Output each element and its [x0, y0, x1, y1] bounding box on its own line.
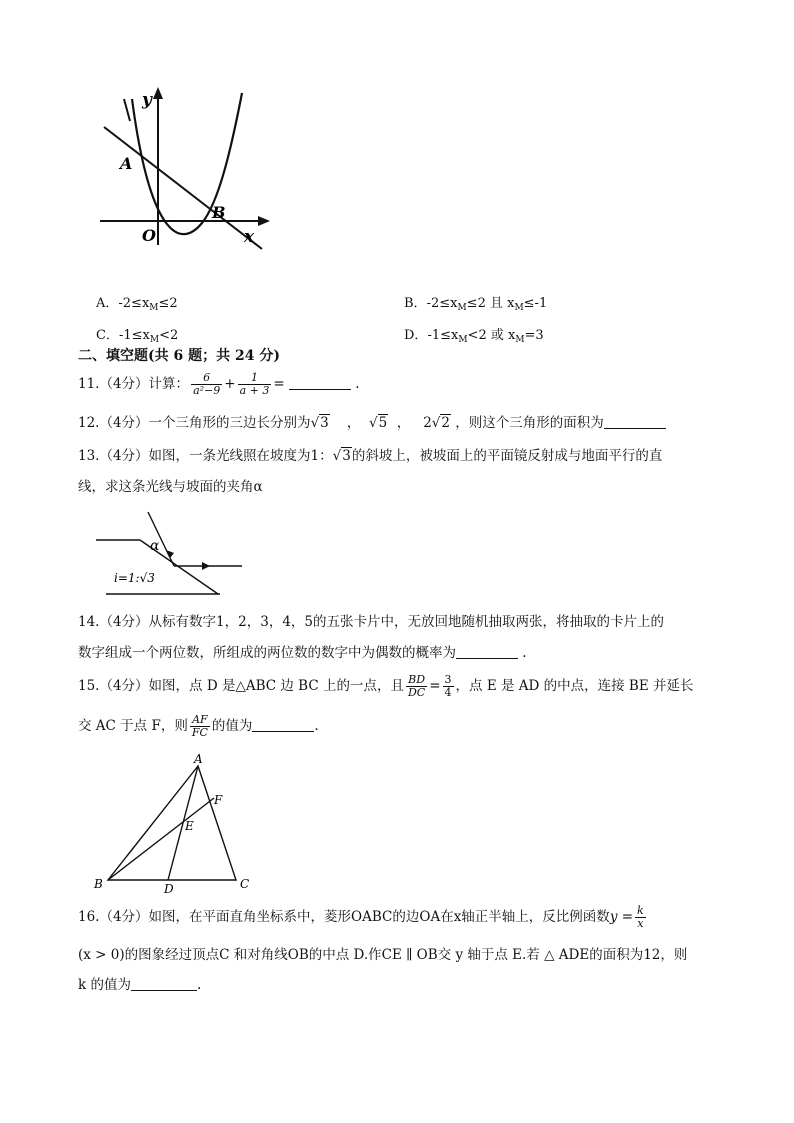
option-a-pre: -2≤x: [118, 296, 150, 311]
q12-r1: 3: [320, 415, 329, 431]
q11-equals: =: [273, 376, 285, 392]
vertex-b: B: [94, 877, 103, 891]
q15-v-den: 4: [444, 686, 452, 699]
option-b-mid: ≤2 且 x: [466, 296, 515, 311]
q15-g-den: FC: [191, 726, 208, 739]
q12-text1: 12.（4分）一个三角形的三边长分别为: [78, 415, 311, 431]
point-f: F: [214, 793, 223, 807]
q16-k: k: [637, 904, 644, 917]
q11-fraction-2: [238, 372, 272, 397]
triangle-figure: [88, 750, 258, 895]
q14-end: .: [522, 645, 527, 661]
q16-line3-text: k 的值为: [78, 977, 131, 993]
option-b-sub2: M: [514, 303, 524, 313]
q13-line1-pre: 13.（4分）如图，一条光线照在坡度为1：: [78, 448, 333, 464]
option-c-post: <2: [159, 328, 179, 343]
q14-line2-text: 数字组成一个两位数，所组成的两位数的数字中为偶数的概率为: [78, 645, 456, 661]
q15-answer-blank[interactable]: [252, 719, 314, 732]
label-x: x: [244, 227, 255, 247]
q11-plus: +: [224, 376, 236, 392]
q15-line1-pre: 15.（4分）如图，点 D 是△ABC 边 BC 上的一点，且: [78, 678, 404, 694]
label-y: y: [142, 90, 152, 110]
question-15-line1: [78, 672, 694, 700]
reflected-ray-arrow: [202, 562, 210, 570]
q16-x: x: [635, 917, 646, 930]
q15-g-num: AF: [192, 713, 208, 726]
option-d-sub: M: [458, 335, 468, 345]
q11-f1-num: 6: [203, 371, 211, 384]
option-b: [404, 292, 547, 313]
question-12: 12.（4分）一个三角形的三边长分别为√3 ， √5 ， 2√2 ，则这个三角形的面积为: [78, 414, 666, 432]
option-c-letter: C．: [96, 328, 119, 343]
q15-eq: =: [429, 678, 441, 694]
option-c-pre: -1≤x: [118, 328, 150, 343]
straight-line: [104, 127, 262, 249]
q12-r3: 2: [441, 415, 450, 431]
option-b-letter: B．: [404, 296, 427, 311]
q16-line1-pre: 16.（4分）如图，在平面直角坐标系中，菱形OABC的边OA在x轴正半轴上，反比例函数: [78, 909, 610, 925]
q12-r2: 5: [378, 415, 388, 431]
option-d: [404, 324, 544, 345]
question-14-line2: [78, 644, 527, 662]
q12-sqrt-1: √3: [310, 415, 329, 431]
straight-line-dashed-part: [124, 99, 130, 121]
vertex-a: A: [194, 752, 203, 766]
q15-f-den: DC: [407, 686, 426, 699]
question-15-line2: [78, 712, 319, 740]
question-16-line2: (x > 0)的图象经过顶点C 和对角线OB的中点 D.作CE ∥ OB交 y 轴于点 E.若 △ ADE的面积为12，则: [78, 947, 688, 963]
option-b-post: ≤-1: [523, 296, 548, 311]
option-b-pre: -2≤x: [426, 296, 458, 311]
q11-prefix: 11.（4分）计算：: [78, 376, 190, 392]
q13-sqrt: √3: [332, 448, 351, 464]
q12-answer-blank[interactable]: [604, 416, 666, 429]
parabola-line-graph: [90, 85, 280, 250]
option-d-pre: -1≤x: [427, 328, 459, 343]
option-c-sub: M: [149, 335, 160, 345]
q11-f1-den: a²−9: [193, 384, 221, 397]
option-b-sub: M: [457, 303, 467, 313]
point-e: E: [185, 819, 194, 833]
question-11: [78, 370, 360, 398]
label-o: O: [142, 226, 156, 245]
slope-mirror-figure: [92, 508, 252, 600]
q13-rad: 3: [342, 448, 351, 464]
option-a-sub: M: [149, 303, 159, 313]
question-14-line1: 14.（4分）从标有数字1，2，3，4，5的五张卡片中，无放回地随机抽取两张，将抽取的卡片上的: [78, 614, 665, 630]
q11-end: .: [355, 376, 360, 392]
q11-f2-num: 1: [250, 371, 258, 384]
q15-fraction-value: [443, 674, 454, 699]
q12-coef3: 2: [423, 415, 432, 431]
x-axis-arrow: [258, 216, 270, 226]
question-13-line1: [78, 447, 662, 465]
option-d-mid: <2 或 x: [467, 328, 516, 343]
point-d: D: [164, 882, 174, 895]
label-slope-ratio: i=1:√3: [114, 571, 155, 585]
q15-line1-post: ，点 E 是 AD 的中点，连接 BE 并延长: [455, 678, 694, 694]
option-d-post: =3: [524, 328, 544, 343]
q15-end: .: [314, 718, 319, 734]
question-16-line3: [78, 976, 201, 994]
label-b: B: [212, 203, 226, 222]
q14-answer-blank[interactable]: [456, 646, 518, 659]
q13-line1-post: 的斜坡上，被坡面上的平面镜反射成与地面平行的直: [351, 448, 663, 464]
q15-f-num: BD: [408, 673, 426, 686]
label-alpha: α: [150, 538, 160, 554]
option-c: [96, 324, 178, 345]
q12-sqrt-3: √2: [431, 415, 450, 431]
segment-bf: [108, 798, 214, 880]
q12-sqrt-2: √5: [369, 415, 388, 431]
vertex-c: C: [240, 877, 250, 891]
option-a-post: ≤2: [158, 296, 178, 311]
question-13-line2: 线，求这条光线与坡面的夹角α: [78, 479, 263, 495]
q11-f2-den: a + 3: [239, 384, 270, 397]
q15-line2-post: 的值为: [211, 718, 253, 734]
q12-text2: ，则这个三角形的面积为: [455, 415, 604, 431]
option-a: [96, 292, 178, 313]
q11-answer-blank[interactable]: [289, 377, 351, 390]
label-a: A: [120, 154, 133, 173]
question-16-line1: [78, 902, 648, 932]
q15-fraction-af-fc: [190, 714, 210, 739]
q16-end: .: [196, 977, 202, 993]
q15-fraction-bd-dc: [406, 674, 427, 699]
q16-fraction-k-x: [635, 905, 646, 930]
q16-y-eq: y =: [609, 909, 634, 925]
option-d-letter: D．: [404, 328, 428, 343]
q11-fraction-1: [191, 372, 222, 397]
q15-line2-pre: 交 AC 于点 F，则: [78, 718, 188, 734]
option-d-sub2: M: [515, 335, 525, 345]
q15-v-num: 3: [444, 673, 452, 686]
option-a-letter: A．: [96, 296, 119, 311]
y-axis-arrow: [153, 87, 163, 99]
q16-answer-blank[interactable]: [131, 978, 197, 991]
incident-ray-arrow: [166, 550, 174, 558]
section-title: 二、填空题(共 6 题；共 24 分): [78, 348, 280, 364]
